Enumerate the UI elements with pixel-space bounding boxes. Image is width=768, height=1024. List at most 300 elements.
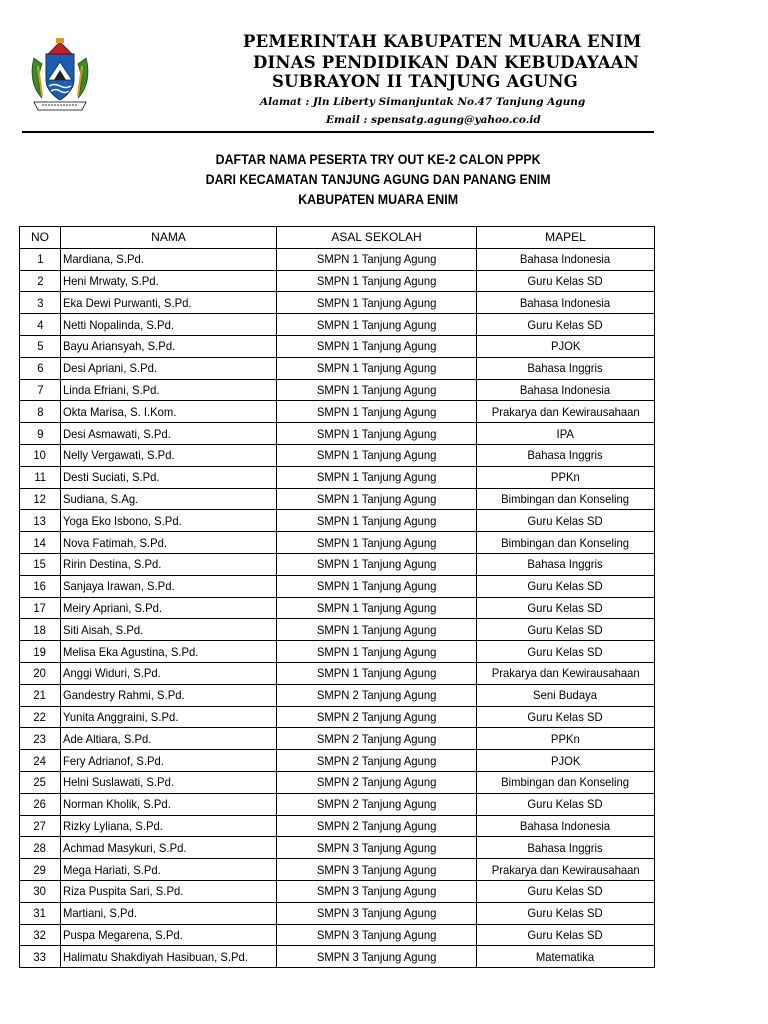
cell-asal-sekolah-text: SMPN 2 Tanjung Agung	[316, 731, 437, 746]
cell-no-text: 26	[33, 797, 47, 812]
table-row	[20, 488, 655, 510]
cell-no-text: 7	[36, 382, 44, 397]
cell-nama	[61, 248, 277, 270]
cell-nama-text: Yunita Anggraini, S.Pd.	[63, 709, 179, 724]
cell-mapel	[477, 815, 655, 837]
cell-no	[20, 292, 61, 314]
participant-table	[19, 226, 655, 968]
cell-no-text: 17	[33, 600, 47, 615]
cell-asal-sekolah	[277, 510, 477, 532]
cell-asal-sekolah	[277, 815, 477, 837]
cell-nama	[61, 335, 277, 357]
cell-no	[20, 532, 61, 554]
cell-asal-sekolah-text: SMPN 3 Tanjung Agung	[316, 862, 437, 877]
cell-asal-sekolah-text: SMPN 1 Tanjung Agung	[316, 557, 437, 572]
cell-asal-sekolah-text: SMPN 1 Tanjung Agung	[316, 317, 437, 332]
cell-mapel	[477, 401, 655, 423]
cell-mapel-text: Bimbingan dan Konseling	[501, 491, 630, 506]
cell-mapel-text: Bimbingan dan Konseling	[501, 775, 630, 790]
cell-nama-text: Melisa Eka Agustina, S.Pd.	[63, 644, 199, 659]
cell-nama	[61, 270, 277, 292]
cell-nama-text: Fery Adrianof, S.Pd.	[63, 753, 164, 768]
cell-mapel	[477, 423, 655, 445]
cell-asal-sekolah-text: SMPN 1 Tanjung Agung	[316, 404, 437, 419]
cell-nama-text: Halimatu Shakdiyah Hasibuan, S.Pd.	[63, 949, 248, 964]
cell-nama	[61, 444, 277, 466]
cell-mapel	[477, 357, 655, 379]
cell-asal-sekolah	[277, 902, 477, 924]
cell-no	[20, 314, 61, 336]
cell-nama-text: Helni Suslawati, S.Pd.	[63, 775, 174, 790]
cell-nama-text: Siti Aisah, S.Pd.	[63, 622, 144, 637]
cell-mapel-text: PPKn	[551, 731, 580, 746]
cell-mapel-text: Bahasa Inggris	[527, 840, 604, 855]
cell-no	[20, 444, 61, 466]
document-title-line1: DAFTAR NAMA PESERTA TRY OUT KE-2 CALON PPPK	[215, 152, 541, 167]
cell-asal-sekolah	[277, 444, 477, 466]
cell-asal-sekolah-text: SMPN 3 Tanjung Agung	[316, 949, 437, 964]
cell-mapel	[477, 728, 655, 750]
cell-nama-text: Desi Asmawati, S.Pd.	[63, 426, 171, 441]
cell-nama	[61, 575, 277, 597]
cell-nama-text: Linda Efriani, S.Pd.	[63, 382, 160, 397]
cell-mapel-text: Guru Kelas SD	[527, 317, 604, 332]
cell-nama	[61, 815, 277, 837]
table-row	[20, 662, 655, 684]
cell-nama-text: Okta Marisa, S. I.Kom.	[63, 404, 177, 419]
table-row	[20, 292, 655, 314]
table-row	[20, 859, 655, 881]
cell-mapel-text: Bahasa Inggris	[527, 448, 604, 463]
cell-nama-text: Nelly Vergawati, S.Pd.	[63, 448, 175, 463]
cell-no	[20, 357, 61, 379]
cell-asal-sekolah	[277, 357, 477, 379]
cell-mapel	[477, 837, 655, 859]
cell-asal-sekolah	[277, 488, 477, 510]
cell-mapel-text: Bahasa Indonesia	[520, 818, 611, 833]
table-row	[20, 379, 655, 401]
cell-nama	[61, 401, 277, 423]
cell-asal-sekolah	[277, 532, 477, 554]
cell-nama	[61, 750, 277, 772]
cell-nama	[61, 946, 277, 968]
cell-nama-text: Sudiana, S.Ag.	[63, 491, 139, 506]
cell-mapel-text: Guru Kelas SD	[527, 884, 604, 899]
cell-no-text: 31	[33, 906, 47, 921]
cell-asal-sekolah	[277, 771, 477, 793]
table-row	[20, 750, 655, 772]
table-row	[20, 553, 655, 575]
table-row	[20, 335, 655, 357]
letterhead-subrayon: SUBRAYON II TANJUNG AGUNG	[272, 72, 578, 91]
cell-no	[20, 793, 61, 815]
cell-no	[20, 270, 61, 292]
cell-nama-text: Ade Altiara, S.Pd.	[63, 731, 152, 746]
cell-asal-sekolah	[277, 837, 477, 859]
table-row	[20, 815, 655, 837]
cell-no	[20, 837, 61, 859]
column-header-no: NO	[20, 227, 61, 249]
cell-no-text: 2	[36, 273, 44, 288]
table-row	[20, 314, 655, 336]
table-row	[20, 532, 655, 554]
cell-no-text: 8	[36, 404, 44, 419]
cell-mapel-text: Matematika	[536, 949, 595, 964]
cell-asal-sekolah-text: SMPN 2 Tanjung Agung	[316, 797, 437, 812]
cell-mapel-text: Guru Kelas SD	[527, 906, 604, 921]
cell-no	[20, 815, 61, 837]
cell-no-text: 23	[33, 731, 47, 746]
cell-mapel	[477, 750, 655, 772]
cell-nama	[61, 488, 277, 510]
cell-mapel-text: Guru Kelas SD	[527, 622, 604, 637]
cell-mapel	[477, 662, 655, 684]
cell-mapel-text: Prakarya dan Kewirausahaan	[491, 404, 640, 419]
cell-nama-text: Yoga Eko Isbono, S.Pd.	[63, 513, 182, 528]
cell-mapel	[477, 575, 655, 597]
cell-nama-text: Eka Dewi Purwanti, S.Pd.	[63, 295, 192, 310]
cell-mapel	[477, 553, 655, 575]
cell-asal-sekolah-text: SMPN 3 Tanjung Agung	[316, 927, 437, 942]
table-row	[20, 837, 655, 859]
cell-mapel	[477, 880, 655, 902]
cell-asal-sekolah	[277, 379, 477, 401]
table-row	[20, 880, 655, 902]
cell-nama	[61, 793, 277, 815]
cell-asal-sekolah	[277, 924, 477, 946]
cell-nama	[61, 510, 277, 532]
cell-no-text: 3	[36, 295, 44, 310]
cell-no	[20, 902, 61, 924]
cell-no-text: 32	[33, 927, 47, 942]
cell-mapel	[477, 706, 655, 728]
cell-nama	[61, 859, 277, 881]
cell-mapel	[477, 270, 655, 292]
cell-no-text: 24	[33, 753, 47, 768]
cell-nama-text: Netti Nopalinda, S.Pd.	[63, 317, 174, 332]
cell-no-text: 33	[33, 949, 47, 964]
letterhead-email: Email : spensatg.agung@yahoo.co.id	[326, 114, 541, 126]
cell-asal-sekolah-text: SMPN 3 Tanjung Agung	[316, 840, 437, 855]
cell-asal-sekolah-text: SMPN 1 Tanjung Agung	[316, 273, 437, 288]
cell-mapel-text: PJOK	[550, 753, 581, 768]
cell-asal-sekolah	[277, 706, 477, 728]
cell-mapel	[477, 379, 655, 401]
cell-no-text: 28	[33, 840, 47, 855]
cell-mapel-text: Guru Kelas SD	[527, 797, 604, 812]
cell-asal-sekolah-text: SMPN 3 Tanjung Agung	[316, 906, 437, 921]
cell-nama	[61, 314, 277, 336]
cell-mapel	[477, 314, 655, 336]
cell-nama-text: Mega Hariati, S.Pd.	[63, 862, 161, 877]
cell-asal-sekolah-text: SMPN 1 Tanjung Agung	[316, 513, 437, 528]
column-header-asal-sekolah: ASAL SEKOLAH	[277, 227, 477, 249]
table-row	[20, 270, 655, 292]
cell-mapel	[477, 444, 655, 466]
table-row	[20, 510, 655, 532]
cell-mapel-text: Bahasa Indonesia	[520, 252, 611, 267]
document-title-line3: KABUPATEN MUARA ENIM	[298, 192, 459, 207]
letterhead-government: PEMERINTAH KABUPATEN MUARA ENIM	[243, 32, 642, 51]
cell-no-text: 6	[36, 361, 44, 376]
cell-no	[20, 248, 61, 270]
cell-mapel-text: Guru Kelas SD	[527, 644, 604, 659]
cell-no-text: 14	[33, 535, 47, 550]
cell-asal-sekolah-text: SMPN 1 Tanjung Agung	[316, 426, 437, 441]
cell-mapel	[477, 597, 655, 619]
cell-no	[20, 771, 61, 793]
cell-nama	[61, 771, 277, 793]
cell-nama-text: Rizky Lyliana, S.Pd.	[63, 818, 163, 833]
table-row	[20, 597, 655, 619]
cell-mapel-text: Seni Budaya	[533, 688, 598, 703]
cell-nama	[61, 837, 277, 859]
cell-asal-sekolah	[277, 292, 477, 314]
cell-no-text: 27	[33, 818, 47, 833]
cell-no-text: 21	[33, 688, 47, 703]
letterhead-address: Alamat : Jln Liberty Simanjuntak No.47 Tanjung Agung	[260, 96, 586, 108]
cell-asal-sekolah	[277, 859, 477, 881]
cell-nama	[61, 684, 277, 706]
table-row	[20, 641, 655, 663]
cell-asal-sekolah-text: SMPN 1 Tanjung Agung	[316, 339, 437, 354]
cell-nama	[61, 706, 277, 728]
cell-mapel-text: Prakarya dan Kewirausahaan	[491, 666, 640, 681]
table-row	[20, 728, 655, 750]
cell-mapel-text: Guru Kelas SD	[527, 600, 604, 615]
cell-asal-sekolah-text: SMPN 1 Tanjung Agung	[316, 666, 437, 681]
cell-nama-text: Gandestry Rahmi, S.Pd.	[63, 688, 185, 703]
cell-asal-sekolah-text: SMPN 1 Tanjung Agung	[316, 579, 437, 594]
cell-no	[20, 335, 61, 357]
cell-mapel-text: Bahasa Indonesia	[520, 382, 611, 397]
table-row	[20, 706, 655, 728]
cell-nama	[61, 597, 277, 619]
cell-mapel	[477, 946, 655, 968]
cell-no-text: 4	[36, 317, 44, 332]
cell-mapel	[477, 466, 655, 488]
cell-nama-text: Heni Mrwaty, S.Pd.	[63, 273, 159, 288]
cell-nama-text: Anggi Widuri, S.Pd.	[63, 666, 161, 681]
cell-asal-sekolah-text: SMPN 1 Tanjung Agung	[316, 622, 437, 637]
cell-mapel	[477, 793, 655, 815]
regency-crest-icon	[28, 36, 92, 118]
cell-nama-text: Sanjaya Irawan, S.Pd.	[63, 579, 175, 594]
cell-nama-text: Puspa Megarena, S.Pd.	[63, 927, 183, 942]
cell-no-text: 9	[36, 426, 44, 441]
cell-asal-sekolah	[277, 662, 477, 684]
cell-no	[20, 662, 61, 684]
cell-mapel	[477, 248, 655, 270]
cell-no	[20, 859, 61, 881]
column-header-nama: NAMA	[61, 227, 277, 249]
cell-nama-text: Bayu Ariansyah, S.Pd.	[63, 339, 176, 354]
cell-nama	[61, 466, 277, 488]
cell-asal-sekolah	[277, 575, 477, 597]
cell-nama-text: Ririn Destina, S.Pd.	[63, 557, 162, 572]
cell-nama	[61, 662, 277, 684]
cell-nama	[61, 379, 277, 401]
cell-no-text: 5	[36, 339, 44, 354]
cell-mapel	[477, 532, 655, 554]
cell-mapel	[477, 292, 655, 314]
cell-no	[20, 488, 61, 510]
cell-no	[20, 728, 61, 750]
cell-asal-sekolah-text: SMPN 1 Tanjung Agung	[316, 448, 437, 463]
cell-no	[20, 575, 61, 597]
cell-asal-sekolah-text: SMPN 2 Tanjung Agung	[316, 709, 437, 724]
cell-nama-text: Norman Kholik, S.Pd.	[63, 797, 171, 812]
column-header-mapel: MAPEL	[477, 227, 655, 249]
cell-asal-sekolah	[277, 423, 477, 445]
cell-mapel-text: Guru Kelas SD	[527, 513, 604, 528]
cell-asal-sekolah	[277, 619, 477, 641]
cell-no-text: 29	[33, 862, 47, 877]
cell-asal-sekolah-text: SMPN 3 Tanjung Agung	[316, 884, 437, 899]
cell-no	[20, 597, 61, 619]
table-row	[20, 946, 655, 968]
cell-no	[20, 706, 61, 728]
cell-mapel	[477, 641, 655, 663]
cell-mapel	[477, 510, 655, 532]
cell-asal-sekolah-text: SMPN 1 Tanjung Agung	[316, 382, 437, 397]
cell-asal-sekolah	[277, 946, 477, 968]
cell-no-text: 16	[33, 579, 47, 594]
cell-asal-sekolah	[277, 314, 477, 336]
cell-asal-sekolah-text: SMPN 1 Tanjung Agung	[316, 470, 437, 485]
cell-nama-text: Martiani, S.Pd.	[63, 906, 137, 921]
cell-mapel-text: Bimbingan dan Konseling	[501, 535, 630, 550]
cell-no-text: 30	[33, 884, 47, 899]
cell-asal-sekolah	[277, 793, 477, 815]
table-row	[20, 401, 655, 423]
table-row	[20, 575, 655, 597]
cell-mapel-text: Guru Kelas SD	[527, 273, 604, 288]
cell-no	[20, 619, 61, 641]
cell-nama	[61, 292, 277, 314]
cell-nama	[61, 641, 277, 663]
cell-asal-sekolah-text: SMPN 2 Tanjung Agung	[316, 753, 437, 768]
letterhead-divider	[22, 131, 654, 133]
cell-asal-sekolah	[277, 728, 477, 750]
table-row	[20, 466, 655, 488]
cell-no	[20, 684, 61, 706]
letterhead-department: DINAS PENDIDIKAN DAN KEBUDAYAAN	[253, 53, 640, 72]
cell-asal-sekolah-text: SMPN 1 Tanjung Agung	[316, 491, 437, 506]
cell-mapel-text: Guru Kelas SD	[527, 579, 604, 594]
cell-no	[20, 750, 61, 772]
cell-asal-sekolah	[277, 401, 477, 423]
cell-nama	[61, 880, 277, 902]
cell-asal-sekolah-text: SMPN 1 Tanjung Agung	[316, 252, 437, 267]
table-row	[20, 248, 655, 270]
cell-nama-text: Nova Fatimah, S.Pd.	[63, 535, 168, 550]
cell-nama	[61, 619, 277, 641]
table-row	[20, 619, 655, 641]
cell-asal-sekolah-text: SMPN 1 Tanjung Agung	[316, 644, 437, 659]
cell-asal-sekolah	[277, 750, 477, 772]
cell-nama-text: Meiry Apriani, S.Pd.	[63, 600, 163, 615]
cell-asal-sekolah	[277, 553, 477, 575]
cell-asal-sekolah-text: SMPN 2 Tanjung Agung	[316, 775, 437, 790]
cell-asal-sekolah-text: SMPN 2 Tanjung Agung	[316, 688, 437, 703]
cell-no-text: 13	[33, 513, 47, 528]
cell-asal-sekolah-text: SMPN 2 Tanjung Agung	[316, 818, 437, 833]
cell-no-text: 25	[33, 775, 47, 790]
cell-mapel-text: Prakarya dan Kewirausahaan	[491, 862, 640, 877]
cell-no-text: 12	[33, 491, 47, 506]
cell-asal-sekolah-text: SMPN 1 Tanjung Agung	[316, 361, 437, 376]
cell-mapel	[477, 771, 655, 793]
cell-mapel-text: PPKn	[551, 470, 580, 485]
cell-mapel-text: Bahasa Inggris	[527, 557, 604, 572]
cell-asal-sekolah	[277, 597, 477, 619]
cell-asal-sekolah	[277, 641, 477, 663]
cell-nama-text: Mardiana, S.Pd.	[63, 252, 144, 267]
cell-no-text: 11	[34, 470, 46, 485]
cell-no	[20, 510, 61, 532]
cell-mapel	[477, 619, 655, 641]
cell-mapel	[477, 684, 655, 706]
cell-mapel	[477, 335, 655, 357]
cell-asal-sekolah-text: SMPN 1 Tanjung Agung	[316, 295, 437, 310]
cell-mapel-text: Bahasa Indonesia	[520, 295, 611, 310]
cell-mapel-text: IPA	[556, 426, 575, 441]
cell-nama-text: Desti Suciati, S.Pd.	[63, 470, 160, 485]
cell-mapel-text: Guru Kelas SD	[527, 709, 604, 724]
cell-mapel	[477, 488, 655, 510]
table-row	[20, 793, 655, 815]
cell-nama	[61, 532, 277, 554]
cell-nama	[61, 902, 277, 924]
cell-no-text: 1	[36, 252, 44, 267]
cell-nama	[61, 553, 277, 575]
cell-asal-sekolah	[277, 248, 477, 270]
cell-asal-sekolah	[277, 466, 477, 488]
table-row	[20, 444, 655, 466]
cell-nama	[61, 924, 277, 946]
cell-nama	[61, 357, 277, 379]
cell-asal-sekolah-text: SMPN 1 Tanjung Agung	[316, 600, 437, 615]
cell-asal-sekolah	[277, 880, 477, 902]
cell-no	[20, 466, 61, 488]
cell-no	[20, 423, 61, 445]
cell-no-text: 22	[33, 709, 47, 724]
cell-asal-sekolah	[277, 270, 477, 292]
cell-mapel-text: PJOK	[550, 339, 581, 354]
cell-no-text: 10	[33, 448, 47, 463]
cell-nama-text: Desi Apriani, S.Pd.	[63, 361, 158, 376]
cell-no	[20, 641, 61, 663]
cell-no	[20, 946, 61, 968]
table-row	[20, 423, 655, 445]
cell-no	[20, 924, 61, 946]
cell-no-text: 15	[33, 557, 47, 572]
cell-nama-text: Achmad Masykuri, S.Pd.	[63, 840, 187, 855]
document-title-line2: DARI KECAMATAN TANJUNG AGUNG DAN PANANG ENIM	[205, 172, 551, 187]
cell-asal-sekolah-text: SMPN 1 Tanjung Agung	[316, 535, 437, 550]
cell-mapel	[477, 924, 655, 946]
table-row	[20, 684, 655, 706]
cell-no-text: 18	[33, 622, 47, 637]
cell-mapel-text: Guru Kelas SD	[527, 927, 604, 942]
cell-no-text: 20	[33, 666, 47, 681]
cell-asal-sekolah	[277, 335, 477, 357]
cell-no-text: 19	[33, 644, 47, 659]
cell-asal-sekolah	[277, 684, 477, 706]
table-row	[20, 771, 655, 793]
table-header-row	[20, 227, 655, 249]
